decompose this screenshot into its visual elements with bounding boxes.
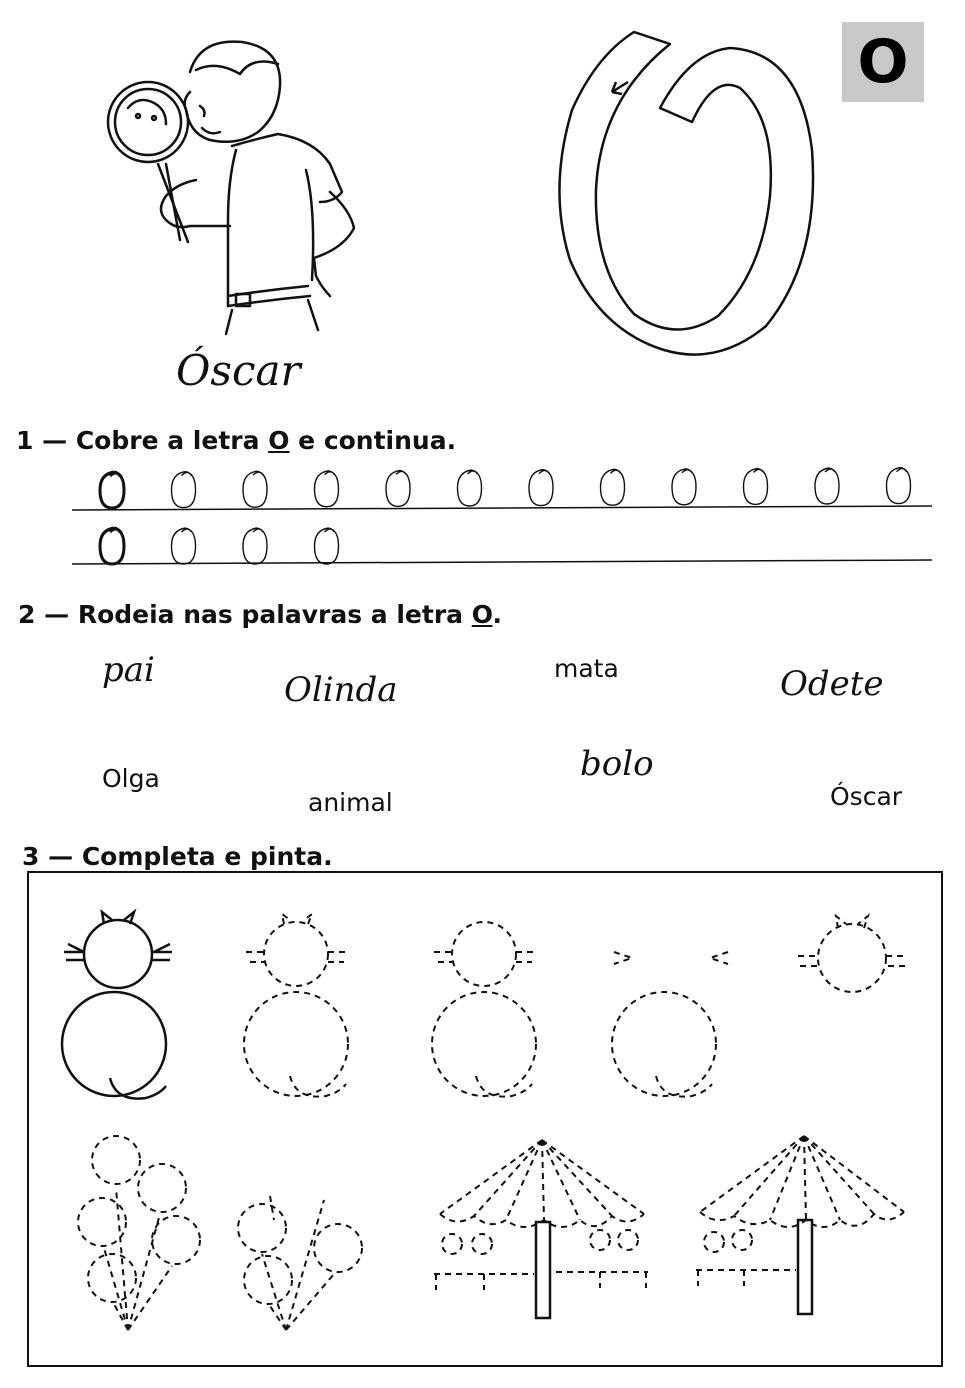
exercise-2-text-before: Rodeia nas palavras a letra — [77, 600, 472, 629]
cat-drawing-solid — [62, 912, 172, 1099]
letter-badge: O — [842, 22, 924, 102]
exercise-2-letter: O — [471, 600, 493, 629]
umbrella-drawing-2 — [696, 1136, 904, 1286]
word-animal[interactable]: animal — [308, 788, 393, 817]
character-name: Óscar — [176, 346, 301, 395]
umbrella-pole-1 — [536, 1222, 550, 1318]
exercise-2-number: 2 — — [18, 600, 70, 629]
cat-drawing-dashed-1 — [244, 914, 348, 1097]
word-bolo[interactable]: bolo — [580, 744, 654, 784]
word-olinda[interactable]: Olinda — [284, 670, 398, 710]
exercise-1-letter: O — [268, 426, 290, 455]
word-pai[interactable]: pai — [102, 650, 155, 690]
exercise-3-text: Completa e pinta. — [81, 842, 333, 871]
umbrella-drawing-1 — [434, 1140, 648, 1290]
cat-drawing-dashed-3 — [612, 952, 728, 1097]
exercise-1-text-before: Cobre a letra — [75, 426, 269, 455]
balloons-drawing-1 — [78, 1136, 200, 1330]
exercise-3-number: 3 — — [22, 842, 74, 871]
exercise-1-number: 1 — — [16, 426, 68, 455]
balloons-drawing-2 — [238, 1196, 362, 1330]
exercise-1-text-after: e continua. — [289, 426, 457, 455]
umbrella-pole-2 — [798, 1220, 812, 1314]
word-olga[interactable]: Olga — [102, 764, 160, 793]
cat-drawing-dashed-4 — [798, 916, 906, 992]
word-mata[interactable]: mata — [554, 654, 619, 683]
exercise-2-text-after: . — [492, 600, 502, 629]
word-odete[interactable]: Odete — [780, 664, 884, 704]
cat-drawing-dashed-2 — [432, 922, 536, 1097]
word-oscar[interactable]: Óscar — [830, 782, 903, 811]
